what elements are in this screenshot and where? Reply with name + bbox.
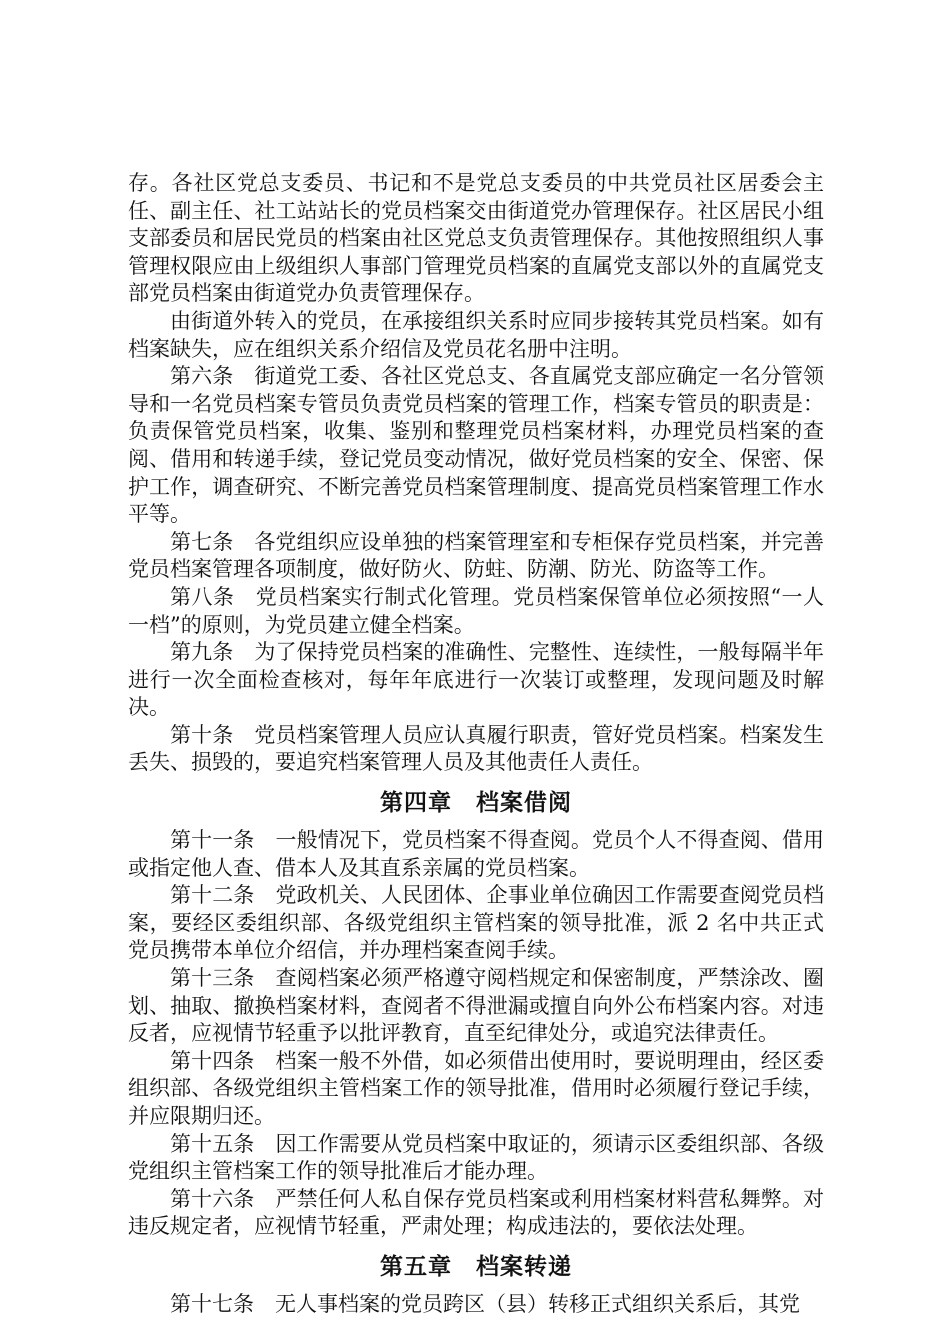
article-16: 第十六条 严禁任何人私自保存党员档案或利用档案材料营私舞弊。对违反规定者，应视情节轻重，严肃处理；构成违法的，要依法处理。 bbox=[128, 1186, 824, 1239]
article-14: 第十四条 档案一般不外借，如必须借出使用时，要说明理由，经区委组织部、各级党组织主管档案工作的领导批准，借用时必须履行登记手续，并应限期归还。 bbox=[128, 1048, 824, 1128]
paragraph-transfer-in: 由街道外转入的党员，在承接组织关系时应同步接转其党员档案。如有档案缺失，应在组织关系介绍信及党员花名册中注明。 bbox=[128, 308, 824, 361]
article-17: 第十七条 无人事档案的党员跨区（县）转移正式组织关系后，其党 bbox=[170, 1291, 800, 1316]
chapter-heading-archive-transfer: 第五章 档案转递 bbox=[380, 1253, 572, 1280]
article-15: 第十五条 因工作需要从党员档案中取证的，须请示区委组织部、各级党组织主管档案工作的领导批准后才能办理。 bbox=[128, 1131, 824, 1184]
article-11: 第十一条 一般情况下，党员档案不得查阅。党员个人不得查阅、借用或指定他人查、借本人及其直系亲属的党员档案。 bbox=[128, 828, 824, 880]
article-6: 第六条 街道党工委、各社区党总支、各直属党支部应确定一名分管领导和一名党员档案专管员负责党员档案的管理工作，档案专管员的职责是：负责保管党员档案，收集、鉴别和整理党员档案材料，办理党员档案的查阅、借用和转递手续，登记党员变动情况，做好党员档案的安全、保密、保护工作，调查研究、不断完善党员档案管理制度、提高党员档案管理工作水平等。 bbox=[128, 364, 824, 527]
document-body bbox=[128, 170, 824, 1319]
article-12: 第十二条 党政机关、人民团体、企事业单位确因工作需要查阅党员档案，要经区委组织部、各级党组织主管档案的领导批准，派 2 名中共正式党员携带本单位介绍信，并办理档案查阅手续。 bbox=[128, 883, 824, 963]
article-13: 第十三条 查阅档案必须严格遵守阅档规定和保密制度，严禁涂改、圈划、抽取、撤换档案材料，查阅者不得泄漏或擅自向外公布档案内容。对违反者，应视情节轻重予以批评教育，直至纪律处分，或追究法律责任。 bbox=[128, 966, 824, 1046]
chapter-heading-archive-lending: 第四章 档案借阅 bbox=[380, 790, 572, 817]
paragraph-archive-custody: 存。各社区党总支委员、书记和不是党总支委员的中共党员社区居委会主任、副主任、社工站站长的党员档案交由街道党办管理保存。社区居民小组支部委员和居民党员的档案由社区党总支负责管理保存。其他按照组织人事管理权限应由上级组织人事部门管理党员档案的直属党支部以外的直属党支部党员档案由街道党办负责管理保存。 bbox=[128, 171, 824, 306]
article-9: 第九条 为了保持党员档案的准确性、完整性、连续性，一般每隔半年进行一次全面检查核对，每年年底进行一次装订或整理，发现问题及时解决。 bbox=[128, 640, 824, 720]
article-7: 第七条 各党组织应设单独的档案管理室和专柜保存党员档案，并完善党员档案管理各项制度，做好防火、防蛀、防潮、防光、防盗等工作。 bbox=[128, 529, 824, 582]
article-8: 第八条 党员档案实行制式化管理。党员档案保管单位必须按照“一人一档”的原则，为党员建立健全档案。 bbox=[128, 584, 824, 637]
article-10: 第十条 党员档案管理人员应认真履行职责，管好党员档案。档案发生丢失、损毁的，要追究档案管理人员及其他责任人责任。 bbox=[128, 722, 824, 775]
